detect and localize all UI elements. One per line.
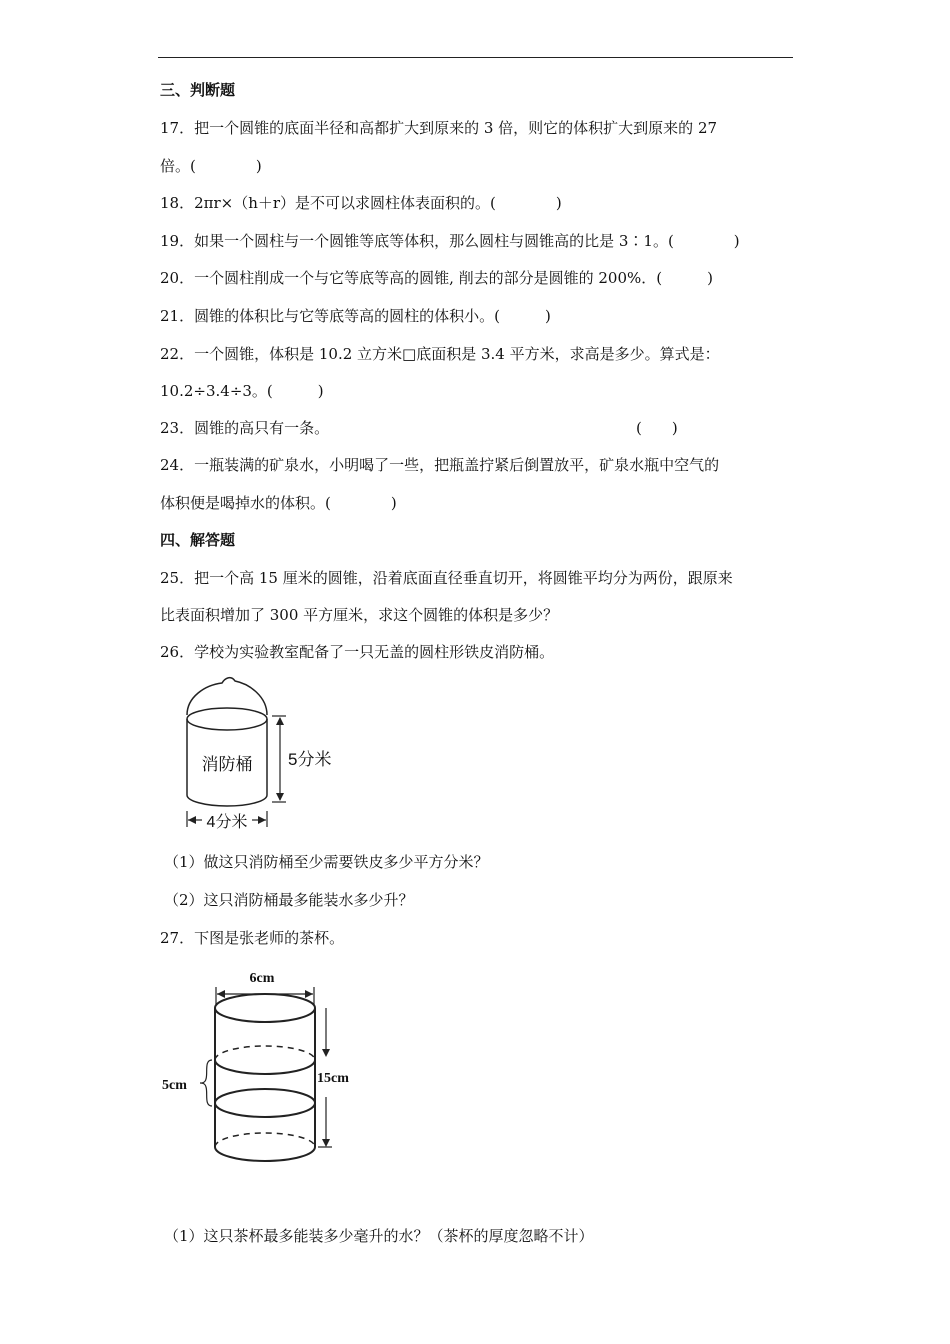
cup-water-label: 5cm: [162, 1078, 187, 1093]
bucket-height-label: 5分米: [288, 750, 332, 769]
question-22-line-1: 22．一个圆锥，体积是 10.2 立方米□底面积是 3.4 平方米，求高是多少。算式是：: [160, 345, 720, 363]
cup-height-label: 15cm: [317, 1071, 349, 1086]
question-23-blank: ( ): [636, 419, 678, 437]
question-19: 19．如果一个圆柱与一个圆锥等底等体积，那么圆柱与圆锥高的比是 3∶1。( ): [160, 232, 740, 250]
tea-cup-figure: [160, 965, 370, 1170]
header-rule: [158, 57, 793, 58]
cup-diameter-label: 6cm: [249, 971, 275, 986]
bucket-diameter-label: 4分米: [206, 814, 248, 831]
question-24-line-1: 24．一瓶装满的矿泉水，小明喝了一些，把瓶盖拧紧后倒置放平，矿泉水瓶中空气的: [160, 456, 720, 474]
question-18: 18．2πr×（h＋r）是不可以求圆柱体表面积的。( ): [160, 194, 562, 212]
question-21: 21．圆锥的体积比与它等底等高的圆柱的体积小。( ): [160, 307, 551, 325]
question-26-part-1: （1）做这只消防桶至少需要铁皮多少平方分米？: [164, 853, 489, 871]
question-22-line-2: 10.2÷3.4÷3。( ): [160, 382, 324, 400]
section-title-judge: 三、判断题: [160, 81, 236, 99]
question-25-line-2: 比表面积增加了 300 平方厘米，求这个圆锥的体积是多少？: [160, 606, 559, 624]
question-26-part-2: （2）这只消防桶最多能装水多少升？: [164, 891, 414, 909]
question-20: 20．一个圆柱削成一个与它等底等高的圆锥, 削去的部分是圆锥的 200%．( ): [160, 269, 713, 287]
section-title-solve: 四、解答题: [160, 531, 236, 549]
bucket-label: 消防桶: [201, 755, 253, 774]
question-17-line-2: 倍。( ): [160, 157, 262, 175]
question-26: 26．学校为实验教室配备了一只无盖的圆柱形铁皮消防桶。: [160, 643, 555, 661]
question-27: 27．下图是张老师的茶杯。: [160, 929, 345, 947]
question-24-line-2: 体积便是喝掉水的体积。( ): [160, 494, 397, 512]
question-27-part-1: （1）这只茶杯最多能装多少毫升的水？（茶杯的厚度忽略不计）: [164, 1227, 594, 1245]
question-25-line-1: 25．把一个高 15 厘米的圆锥，沿着底面直径垂直切开，将圆锥平均分为两份，跟原来: [160, 569, 733, 587]
fire-bucket-figure: [170, 675, 340, 835]
question-17-line-1: 17．把一个圆锥的底面半径和高都扩大到原来的 3 倍，则它的体积扩大到原来的 27: [160, 119, 718, 137]
question-23: 23．圆锥的高只有一条。: [160, 419, 330, 437]
